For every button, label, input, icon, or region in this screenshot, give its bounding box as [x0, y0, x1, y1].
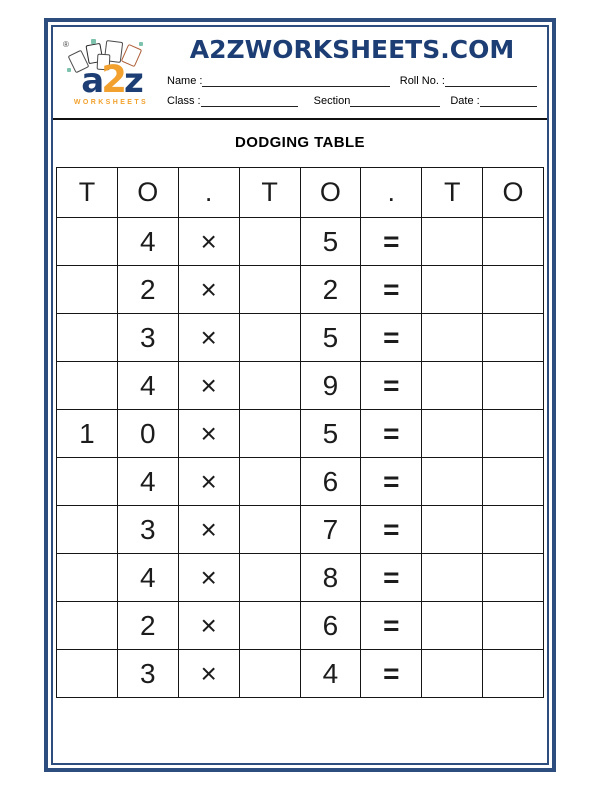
- header-cell: T: [422, 168, 483, 218]
- multiply-sign-cell: ×: [178, 506, 239, 554]
- header-cell: O: [300, 168, 361, 218]
- header-cell: .: [178, 168, 239, 218]
- answer-cell: [483, 218, 544, 266]
- roll-field: [445, 76, 537, 87]
- multiply-sign-cell: ×: [178, 650, 239, 698]
- digit-cell: 3: [117, 314, 178, 362]
- a2z-logo: [61, 38, 161, 118]
- answer-cell: [57, 458, 118, 506]
- answer-cell: [239, 650, 300, 698]
- class-section-date-row: [167, 95, 537, 107]
- date-field: [480, 96, 537, 107]
- answer-cell: [239, 362, 300, 410]
- digit-cell: 1: [57, 410, 118, 458]
- table-row: [57, 266, 544, 314]
- answer-cell: [422, 650, 483, 698]
- multiply-sign-cell: ×: [178, 266, 239, 314]
- digit-cell: 2: [300, 266, 361, 314]
- answer-cell: [483, 506, 544, 554]
- header-cell: T: [57, 168, 118, 218]
- multiply-sign-cell: ×: [178, 314, 239, 362]
- digit-cell: 6: [300, 458, 361, 506]
- digit-cell: 4: [300, 650, 361, 698]
- digit-cell: 5: [300, 410, 361, 458]
- header-cell: T: [239, 168, 300, 218]
- registered-mark-icon: ®: [63, 40, 69, 49]
- answer-cell: [483, 458, 544, 506]
- logo-wordmark: [61, 58, 161, 101]
- equals-sign-cell: =: [361, 266, 422, 314]
- header-separator: [53, 118, 547, 120]
- section-field: [350, 96, 440, 107]
- header-cell: .: [361, 168, 422, 218]
- multiply-sign-cell: ×: [178, 602, 239, 650]
- table-row: [57, 410, 544, 458]
- multiply-sign-cell: ×: [178, 218, 239, 266]
- multiply-sign-cell: ×: [178, 410, 239, 458]
- header-right: [161, 32, 539, 118]
- class-label: Class :: [167, 95, 201, 107]
- multiply-sign-cell: ×: [178, 554, 239, 602]
- answer-cell: [422, 602, 483, 650]
- logo-digit-2: 2: [101, 58, 124, 101]
- digit-cell: 5: [300, 218, 361, 266]
- answer-cell: [57, 650, 118, 698]
- answer-cell: [422, 314, 483, 362]
- digit-cell: 6: [300, 602, 361, 650]
- answer-cell: [422, 218, 483, 266]
- equals-sign-cell: =: [361, 506, 422, 554]
- equals-sign-cell: =: [361, 458, 422, 506]
- answer-cell: [239, 602, 300, 650]
- answer-cell: [57, 314, 118, 362]
- digit-cell: 4: [117, 218, 178, 266]
- header-cell: O: [483, 168, 544, 218]
- digit-cell: 4: [117, 362, 178, 410]
- table-row: [57, 506, 544, 554]
- answer-cell: [239, 410, 300, 458]
- dodging-table: [56, 167, 544, 698]
- logo-letter-a: a: [81, 61, 102, 101]
- logo-letter-z: z: [123, 61, 141, 101]
- site-title: A2ZWORKSHEETS.COM: [189, 35, 515, 64]
- answer-cell: [422, 362, 483, 410]
- equals-sign-cell: =: [361, 410, 422, 458]
- name-label: Name :: [167, 75, 203, 87]
- name-roll-row: [167, 75, 537, 87]
- answer-cell: [483, 266, 544, 314]
- table-row: [57, 362, 544, 410]
- multiply-sign-cell: ×: [178, 362, 239, 410]
- name-field: [202, 76, 389, 87]
- digit-cell: 7: [300, 506, 361, 554]
- answer-cell: [57, 506, 118, 554]
- table-row: [57, 218, 544, 266]
- outer-border: [44, 18, 556, 772]
- table-row: [57, 650, 544, 698]
- table-row: [57, 314, 544, 362]
- equals-sign-cell: =: [361, 602, 422, 650]
- equals-sign-cell: =: [361, 650, 422, 698]
- answer-cell: [483, 314, 544, 362]
- logo-subtitle: WORKSHEETS: [73, 99, 149, 106]
- equals-sign-cell: =: [361, 314, 422, 362]
- digit-cell: 2: [117, 602, 178, 650]
- answer-cell: [57, 266, 118, 314]
- answer-cell: [483, 410, 544, 458]
- answer-cell: [239, 314, 300, 362]
- table-row: [57, 602, 544, 650]
- inner-border: [51, 25, 549, 765]
- equals-sign-cell: =: [361, 554, 422, 602]
- table-head: [57, 168, 544, 218]
- answer-cell: [57, 554, 118, 602]
- table-body: [57, 218, 544, 698]
- digit-cell: 8: [300, 554, 361, 602]
- table-row: [57, 554, 544, 602]
- multiply-sign-cell: ×: [178, 458, 239, 506]
- answer-cell: [483, 554, 544, 602]
- answer-cell: [483, 362, 544, 410]
- section-label: Section: [313, 95, 351, 107]
- answer-cell: [239, 458, 300, 506]
- equals-sign-cell: =: [361, 362, 422, 410]
- teal-dot-icon: [139, 42, 143, 46]
- answer-cell: [422, 410, 483, 458]
- date-label: Date :: [450, 95, 480, 107]
- digit-cell: 9: [300, 362, 361, 410]
- table-row: [57, 458, 544, 506]
- digit-cell: 5: [300, 314, 361, 362]
- teal-dot-icon: [91, 39, 96, 44]
- answer-cell: [422, 506, 483, 554]
- answer-cell: [422, 554, 483, 602]
- answer-cell: [57, 218, 118, 266]
- digit-cell: 3: [117, 506, 178, 554]
- header-cell: O: [117, 168, 178, 218]
- roll-label: Roll No. :: [399, 75, 445, 87]
- digit-cell: 4: [117, 458, 178, 506]
- answer-cell: [239, 218, 300, 266]
- worksheet-title: DODGING TABLE: [235, 134, 365, 151]
- answer-cell: [239, 506, 300, 554]
- answer-cell: [422, 266, 483, 314]
- digit-cell: 2: [117, 266, 178, 314]
- digit-cell: 4: [117, 554, 178, 602]
- answer-cell: [239, 266, 300, 314]
- class-field: [201, 96, 298, 107]
- answer-cell: [57, 362, 118, 410]
- header: [53, 27, 547, 118]
- digit-cell: 0: [117, 410, 178, 458]
- answer-cell: [422, 458, 483, 506]
- answer-cell: [483, 602, 544, 650]
- answer-cell: [483, 650, 544, 698]
- equals-sign-cell: =: [361, 218, 422, 266]
- answer-cell: [239, 554, 300, 602]
- table-header-row: [57, 168, 544, 218]
- digit-cell: 3: [117, 650, 178, 698]
- answer-cell: [57, 602, 118, 650]
